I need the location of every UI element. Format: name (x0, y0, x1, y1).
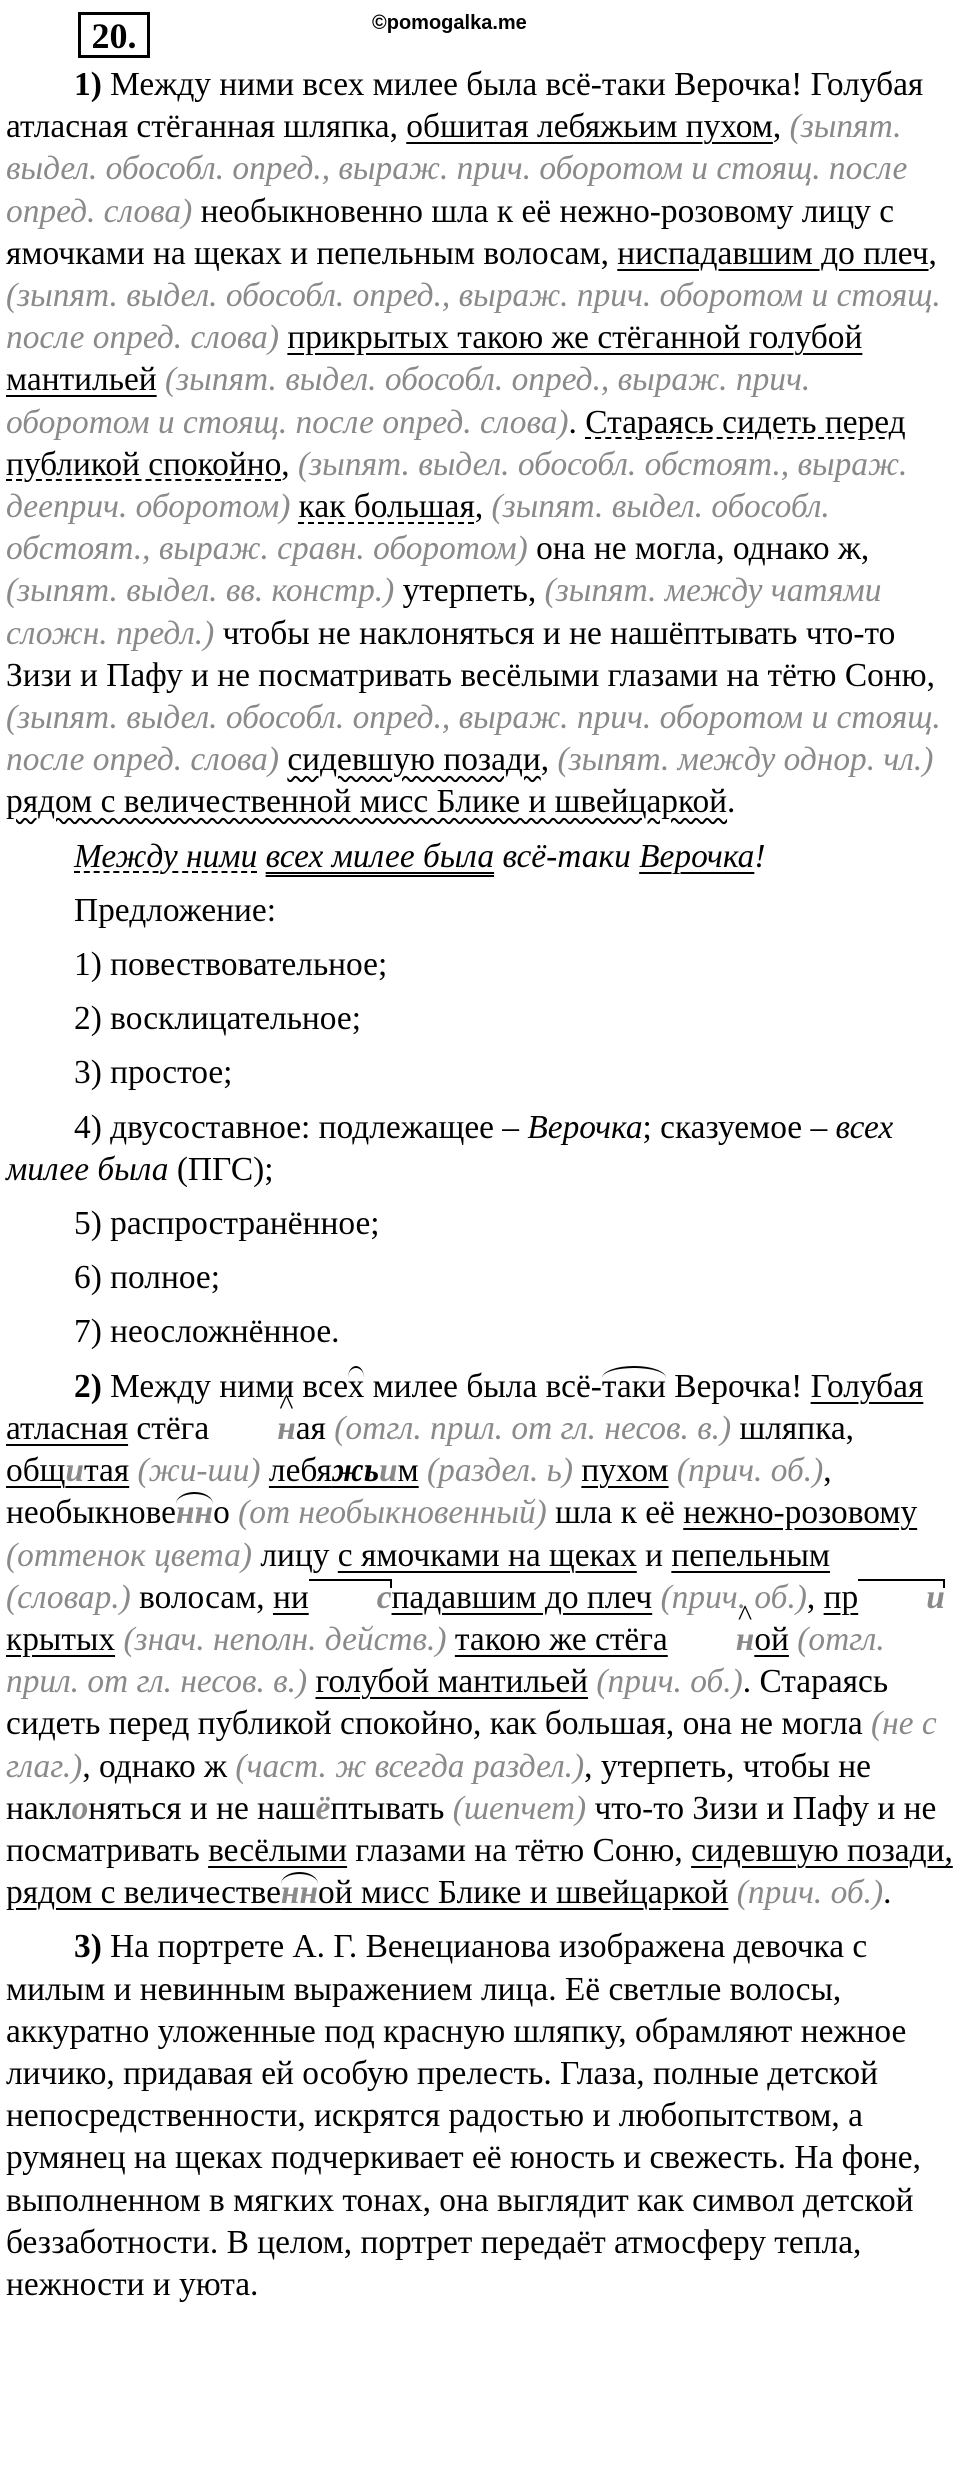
underlined-phrase: голубой мантильей (315, 1663, 589, 1701)
punctuation-note: (зыпят. выдел. обособл. опред., выраж. прич. оборотом и стоящ. после опред. слова) (6, 699, 941, 779)
text: глазами на тётю Соню, (347, 1831, 692, 1869)
text (129, 1452, 137, 1489)
text (652, 1579, 660, 1616)
letter-mark: и (378, 1452, 398, 1490)
underlined-word (6, 1452, 129, 1489)
punctuation-note: (зыпят. выдел. обособл. обстоят., выраж. дееприч. оборотом) (6, 445, 908, 526)
analysis-item-4 (6, 1107, 954, 1191)
text: , однако ж (82, 1747, 236, 1785)
spelling-note: (отгл. прил. от гл. несов. в.) (6, 1620, 885, 1701)
text: , (281, 445, 298, 483)
analysis-item-2: 2) восклицательное; (74, 1000, 361, 1038)
analyzed-sentence (6, 836, 954, 878)
text: , (772, 108, 790, 146)
predicate-word: всех милее была (6, 1108, 894, 1188)
comparative-phrase: как большая (298, 488, 475, 526)
subject: Верочка (639, 837, 755, 875)
text: стёга (128, 1409, 210, 1447)
spelling-note: (част. ж всегда раздел.) (235, 1747, 585, 1785)
text: что-то Зизи и Пафу и не посматривать (6, 1789, 937, 1869)
text: ая (295, 1409, 335, 1447)
text: пр (823, 1578, 859, 1616)
text: утерпеть, (394, 572, 545, 610)
underlined-phrase (273, 1579, 652, 1616)
participle-phrase: обшитая лебяжьим пухом (406, 108, 773, 146)
text: чтобы не наклоняться и не нашёптывать что-то Зизи и Пафу и не посматривать весёлыми глазами на тётю Соню, (6, 614, 935, 694)
text: лицу (252, 1536, 338, 1574)
spelling-note: (жи-ши) (137, 1452, 261, 1490)
suffix-mark: нн (280, 1874, 318, 1912)
morpheme-mark: таки (601, 1367, 666, 1405)
item-number: 2) (74, 1367, 102, 1405)
punctuation-note: (зыпят. выдел. вв. констр.) (6, 572, 395, 610)
spelling-note: (шепчет) (452, 1789, 587, 1827)
text (789, 1621, 797, 1658)
text: . (883, 1874, 892, 1912)
watermark: ©pomogalka.me (372, 12, 527, 34)
text: сидевшую позади, рядом с величестве (6, 1831, 953, 1912)
underlined-word (269, 1452, 419, 1489)
text: . (727, 783, 736, 821)
spelling-note: (знач. неполн. действ.) (123, 1620, 447, 1658)
spelling-note: (прич. об.) (676, 1452, 824, 1490)
analysis-item-5: 5) распространённое; (74, 1205, 380, 1243)
participle-phrase: прикрытых такою же стёганной голубой мантильей (6, 319, 863, 399)
spelling-note: (прич. об.) (596, 1663, 743, 1701)
spelling-note: (раздел. ь) (427, 1452, 574, 1490)
task-number: 20. (78, 12, 150, 58)
spelling-note: (прич. об.) (660, 1578, 807, 1616)
text: волосам, (130, 1578, 273, 1616)
prefix-mark: с (309, 1577, 392, 1619)
spelling-note: (оттенок цвета) (6, 1536, 252, 1574)
text: м (397, 1452, 419, 1490)
participle-phrase: сидевшую позади (287, 741, 541, 779)
text: тая (83, 1452, 130, 1490)
punctuation-note: (зыпят. выдел. обособл. опред., выраж. прич. оборотом и стоящ. после опред. слова) (6, 277, 941, 357)
text: , (540, 741, 558, 779)
prefix-mark: и (858, 1577, 945, 1619)
subject-word: Верочка (527, 1108, 643, 1146)
analysis-item-6: 6) полное; (74, 1259, 221, 1297)
adverbial-participle-phrase: Стараясь сидеть перед публикой спокойно (6, 403, 906, 483)
paragraph-3 (6, 1926, 954, 2306)
underlined-word: нежно-розовому (683, 1494, 918, 1532)
text (290, 488, 298, 525)
underlined-word: пухом (581, 1452, 669, 1490)
suffix-mark: ^ н (668, 1619, 755, 1661)
punctuation-note: (зыпят. между однор. чл.) (557, 741, 934, 779)
text: . (568, 403, 586, 441)
text: Верочка! (665, 1367, 811, 1405)
paragraph-1 (6, 64, 954, 824)
letter-mark: и (65, 1452, 84, 1490)
text: она не могла, однако ж, (527, 530, 870, 568)
text: такою же стёга (454, 1620, 668, 1658)
analysis-intro: Предложение: (74, 891, 276, 929)
text: няться и не наш (88, 1789, 316, 1827)
text: ой мисс Блике и швейцаркой (318, 1874, 729, 1912)
suffix-mark: нн (176, 1494, 214, 1532)
text: ; сказуемое – (642, 1108, 836, 1146)
end-mark: ! (754, 837, 766, 875)
spelling-note: (от необыкновенный) (238, 1494, 547, 1532)
text: падавшим до плеч (391, 1578, 653, 1616)
particle: всё-таки (502, 837, 631, 875)
text (157, 361, 165, 398)
punctuation-note: (зыпят. выдел. обособл. обстоят., выраж. сравн. оборотом) (6, 488, 830, 568)
predicate: всех милее была (265, 837, 495, 875)
text: о (213, 1494, 239, 1532)
header (6, 6, 954, 64)
analysis-item-3: 3) простое; (74, 1054, 233, 1092)
text: лебя (268, 1452, 332, 1490)
text: шляпка, (731, 1409, 854, 1447)
adverbial-modifier: Между ними (74, 837, 258, 875)
analysis-item-7: 7) неосложнённое. (74, 1313, 340, 1351)
text: , необыкнове (6, 1452, 832, 1532)
text: Между ними все (101, 1367, 348, 1405)
spelling-note: (не с глаг.) (6, 1705, 937, 1785)
text (447, 1621, 455, 1658)
underlined-word: весёлыми (208, 1831, 348, 1869)
letter-mark: ё (315, 1789, 331, 1827)
text: 4) двусоставное: подлежащее – (74, 1108, 528, 1146)
text: , (474, 488, 492, 526)
text: , утерпеть, чтобы не накл (6, 1747, 871, 1827)
text (261, 1452, 269, 1489)
text: необыкновенно шла к её нежно-розовому лицу с ямочками на щеках и пепельным волосам, (6, 192, 895, 272)
spelling-note: (отгл. прил. от гл. несов. в.) (334, 1409, 732, 1447)
text: и (636, 1536, 672, 1574)
paragraph-2 (6, 1366, 954, 1915)
text: ни (272, 1578, 309, 1616)
text: , (928, 234, 937, 272)
text: . Стараясь сидеть перед публикой спокойно, как большая, она не могла (6, 1663, 889, 1743)
underlined-phrase: Голубая атласная (6, 1367, 924, 1447)
text: Между ними всех милее была всё-таки Верочка! Голубая атласная стёганная шляпка, (6, 66, 924, 146)
text (419, 1452, 427, 1489)
spelling-note: (прич. об.) (736, 1874, 884, 1912)
text: крытых (6, 1620, 116, 1658)
text: птывать (330, 1789, 453, 1827)
participle-phrase: ниспадавшим до плеч (617, 234, 929, 272)
punctuation-note: (зыпят. между чатями сложн. предл.) (6, 572, 882, 652)
text: ой (754, 1620, 789, 1658)
text: общ (6, 1452, 66, 1490)
morpheme-mark: х (347, 1367, 365, 1405)
participle-phrase: рядом с величественной мисс Блике и швейцаркой (6, 783, 728, 821)
analysis-item-1: 1) повествовательное; (74, 946, 388, 984)
text: шла к её (546, 1494, 684, 1532)
text: (ПГС); (168, 1150, 274, 1188)
suffix-mark: ^ н (209, 1408, 296, 1450)
item-number: 1) (74, 66, 102, 103)
underlined-phrase: с ямочками на щеках (337, 1536, 637, 1574)
item-number: 3) (74, 1928, 102, 1966)
underlined-word: пепельным (671, 1536, 831, 1574)
punctuation-note: (зыпят. выдел. обособл. опред., выраж. прич. оборотом и стоящ. после опред. слова) (6, 361, 811, 441)
text: , (806, 1578, 824, 1616)
text: милее была всё- (364, 1367, 602, 1405)
punctuation-note: (зыпят. выдел. обособл. опред., выраж. прич. оборотом и стоящ. после опред. слова) (6, 108, 908, 230)
letter-mark: жь (331, 1452, 379, 1490)
essay-text: На портрете А. Г. Венецианова изображена девочка с милым и невинным выражением лица. Её светлые волосы, аккуратно уложенные под красную шляпку, обрамляют нежное личико, придавая ей особую прелесть. Глаза, полные детской непосредственности, искрятся радостью и любопытством, а румянец на щеках подчеркивает её юность и свежесть. На фоне, выполненном в мягких тонах, она выглядит как символ детской беззаботности. В целом, портрет передаёт атмосферу тепла, нежности и уюта. (6, 1928, 921, 2303)
underlined-phrase (455, 1621, 789, 1658)
text (728, 1874, 736, 1911)
letter-mark: о (71, 1789, 89, 1827)
spelling-note: (словар.) (6, 1578, 131, 1616)
